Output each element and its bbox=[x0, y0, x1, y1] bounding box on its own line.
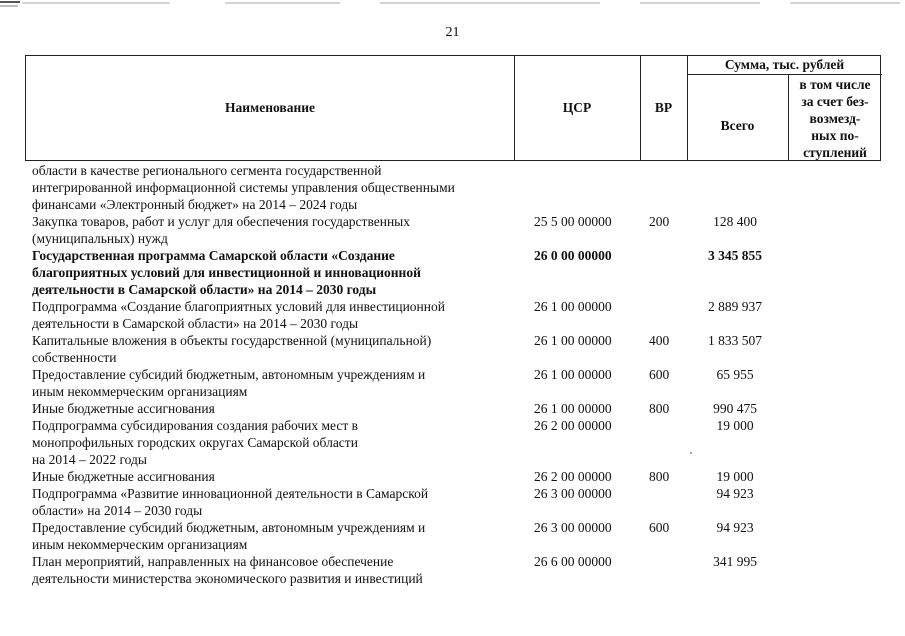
row-name-line: Иные бюджетные ассигнования bbox=[32, 401, 215, 416]
row-vr: 800 bbox=[649, 401, 670, 416]
scan-artifact-lines bbox=[0, 0, 905, 12]
row-name bbox=[32, 519, 522, 553]
row-name-line: интегрированной информационной системы управления общественными bbox=[32, 180, 455, 195]
row-name bbox=[32, 162, 522, 213]
row-name bbox=[32, 417, 522, 468]
row-name-line: Капитальные вложения в объекты государственной (муниципальной) bbox=[32, 333, 432, 348]
row-name bbox=[32, 213, 522, 247]
row-vr: 600 bbox=[649, 520, 670, 535]
row-csr: 25 5 00 00000 bbox=[534, 214, 612, 229]
column-csr-header: ЦСР bbox=[562, 100, 592, 115]
row-name-line: области» на 2014 – 2030 годы bbox=[32, 503, 203, 518]
page-number: 21 bbox=[445, 25, 460, 40]
row-name-line: деятельности министерства экономического развития и инвестиций bbox=[32, 571, 423, 586]
row-csr: 26 3 00 00000 bbox=[534, 486, 612, 501]
table-header bbox=[25, 55, 881, 161]
row-name bbox=[32, 485, 522, 519]
row-name-line: Подпрограмма «Развитие инновационной деятельности в Самарской bbox=[32, 486, 429, 501]
row-name-line: (муниципальных) нужд bbox=[32, 231, 168, 246]
row-name bbox=[32, 366, 522, 400]
row-vr: 800 bbox=[649, 469, 670, 484]
column-name-header: Наименование bbox=[225, 100, 315, 115]
row-total: 19 000 bbox=[716, 469, 754, 484]
row-csr: 26 2 00 00000 bbox=[534, 469, 612, 484]
gratuitous-header-line: ступлений bbox=[803, 145, 867, 160]
row-csr: 26 1 00 00000 bbox=[534, 401, 612, 416]
row-name bbox=[32, 298, 522, 332]
row-name-line: иным некоммерческим организациям bbox=[32, 537, 248, 552]
row-name-line: План мероприятий, направленных на финансовое обеспечение bbox=[32, 554, 394, 569]
column-sum-header: Сумма, тыс. рублей bbox=[724, 57, 845, 72]
column-gratuitous-header bbox=[788, 74, 882, 160]
row-name-line: Иные бюджетные ассигнования bbox=[32, 469, 215, 484]
scan-speck bbox=[690, 452, 692, 454]
row-name-line: Предоставление субсидий бюджетным, автономным учреждениям и bbox=[32, 367, 426, 382]
row-name bbox=[32, 553, 522, 587]
gratuitous-header-line: за счет без- bbox=[801, 94, 869, 109]
row-name-line: области в качестве регионального сегмента государственной bbox=[32, 163, 382, 178]
row-vr: 400 bbox=[649, 333, 670, 348]
row-name-line: иным некоммерческим организациям bbox=[32, 384, 248, 399]
column-total-header: Всего bbox=[720, 118, 755, 133]
row-name-line: Подпрограмма «Создание благоприятных условий для инвестиционной bbox=[32, 299, 445, 314]
row-name-line: монопрофильных городских округах Самарской области bbox=[32, 435, 358, 450]
row-name-line: Государственная программа Самарской области «Создание bbox=[32, 248, 395, 263]
row-name-line: деятельности в Самарской области» на 2014 – 2030 годы bbox=[32, 282, 377, 297]
row-name-line: финансами «Электронный бюджет» на 2014 – 2024 годы bbox=[32, 197, 358, 212]
row-total: 1 833 507 bbox=[708, 333, 762, 348]
row-name-line: Закупка товаров, работ и услуг для обеспечения государственных bbox=[32, 214, 411, 229]
row-total: 341 995 bbox=[713, 554, 757, 569]
row-csr: 26 2 00 00000 bbox=[534, 418, 612, 433]
row-total: 94 923 bbox=[716, 520, 754, 535]
row-name-line: деятельности в Самарской области» на 2014 – 2030 годы bbox=[32, 316, 359, 331]
row-total: 94 923 bbox=[716, 486, 754, 501]
row-total: 128 400 bbox=[713, 214, 757, 229]
row-name-line: Предоставление субсидий бюджетным, автономным учреждениям и bbox=[32, 520, 426, 535]
row-name bbox=[32, 332, 522, 366]
row-vr: 200 bbox=[649, 214, 670, 229]
row-total: 990 475 bbox=[713, 401, 757, 416]
row-name-line: собственности bbox=[32, 350, 117, 365]
gratuitous-header-line: ных по- bbox=[811, 128, 859, 143]
row-name-line: Подпрограмма субсидирования создания рабочих мест в bbox=[32, 418, 359, 433]
row-csr: 26 0 00 00000 bbox=[534, 248, 612, 263]
row-total: 2 889 937 bbox=[708, 299, 762, 314]
row-name-line: на 2014 – 2022 годы bbox=[32, 452, 147, 467]
row-csr: 26 6 00 00000 bbox=[534, 554, 612, 569]
row-vr: 600 bbox=[649, 367, 670, 382]
row-name bbox=[32, 247, 522, 298]
row-csr: 26 1 00 00000 bbox=[534, 333, 612, 348]
row-total: 19 000 bbox=[716, 418, 754, 433]
row-total: 65 955 bbox=[716, 367, 754, 382]
column-vr-header: ВР bbox=[654, 100, 673, 115]
gratuitous-header-line: возмезд- bbox=[809, 111, 861, 126]
row-csr: 26 1 00 00000 bbox=[534, 367, 612, 382]
row-name-line: благоприятных условий для инвестиционной и инновационной bbox=[32, 265, 421, 280]
row-total: 3 345 855 bbox=[708, 248, 762, 263]
row-name bbox=[32, 468, 522, 485]
row-csr: 26 1 00 00000 bbox=[534, 299, 612, 314]
gratuitous-header-line: в том числе bbox=[799, 77, 871, 92]
row-csr: 26 3 00 00000 bbox=[534, 520, 612, 535]
row-name bbox=[32, 400, 522, 417]
